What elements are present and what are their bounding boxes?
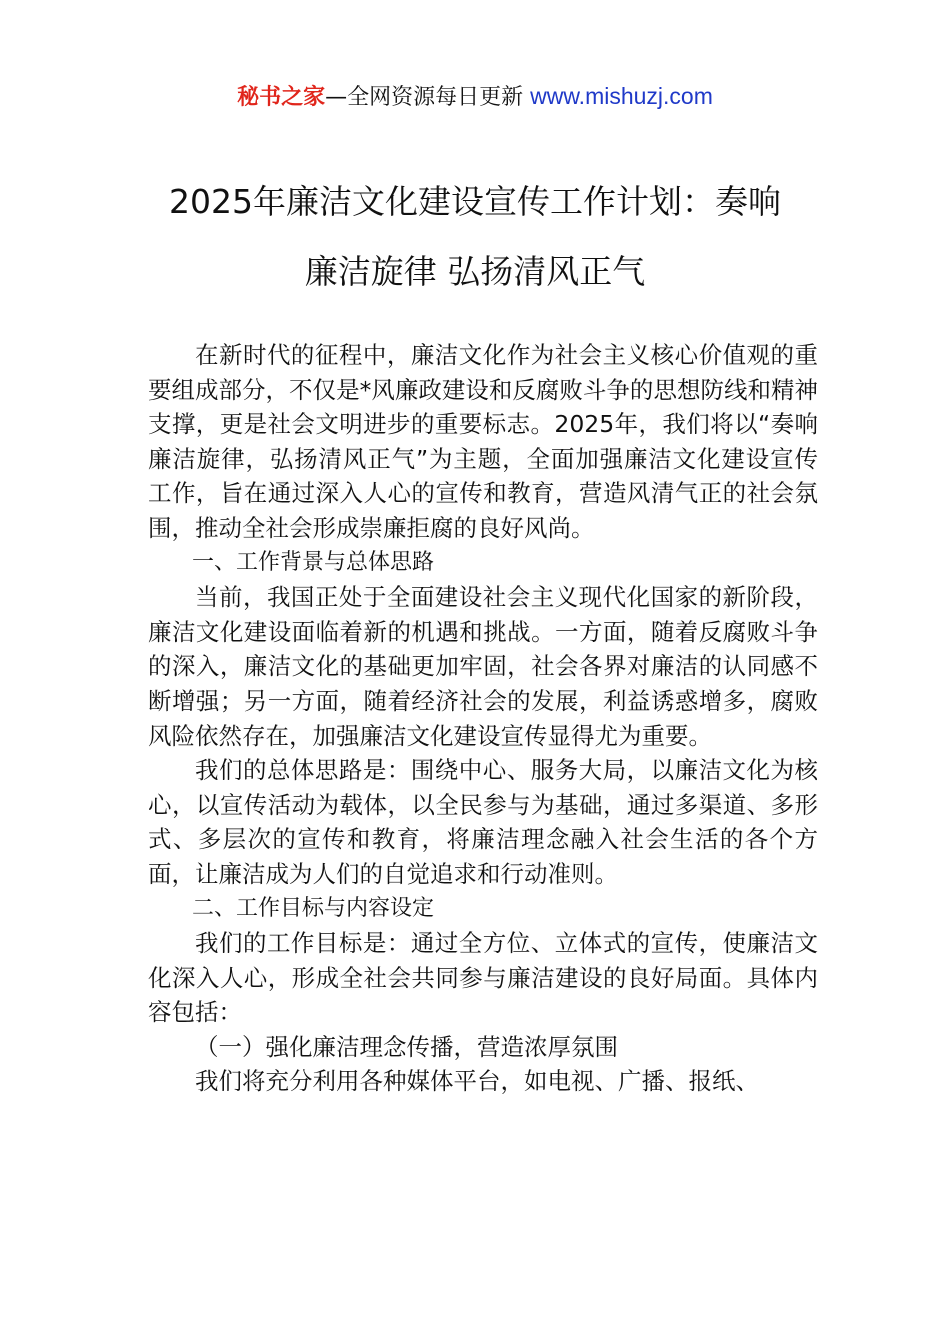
body-paragraph: 我们的工作目标是：通过全方位、立体式的宣传，使廉洁文化深入人心，形成全社会共同参与廉洁建设的良好局面。具体内容包括：	[148, 929, 818, 1027]
site-url-link[interactable]: www.mishuzj.com	[530, 83, 713, 109]
body-paragraph: 我们的总体思路是：围绕中心、服务大局，以廉洁文化为核心，以宣传活动为载体，以全民参与为基础，通过多渠道、多形式、多层次的宣传和教育，将廉洁理念融入社会生活的各个方面，让廉洁成为人们的自觉追求和行动准则。	[148, 756, 818, 888]
body-paragraph: 我们将充分利用各种媒体平台，如电视、广播、报纸、	[195, 1067, 759, 1096]
subsection-heading: （一）强化廉洁理念传播，营造浓厚氛围	[195, 1032, 618, 1061]
document-title-line-2: 廉洁旋律 弘扬清风正气	[304, 252, 646, 291]
body-paragraph: 当前，我国正处于全面建设社会主义现代化国家的新阶段，廉洁文化建设面临着新的机遇和挑战。一方面，随着反腐败斗争的深入，廉洁文化的基础更加牢固，社会各界对廉洁的认同感不断增强；另一方面，随着经济社会的发展，利益诱惑增多，腐败风险依然存在，加强廉洁文化建设宣传显得尤为重要。	[148, 583, 818, 750]
site-header	[0, 78, 950, 116]
section-heading-2: 二、工作目标与内容设定	[192, 895, 435, 921]
document-body	[148, 338, 818, 1099]
section-heading-1: 一、工作背景与总体思路	[192, 549, 435, 575]
intro-paragraph: 在新时代的征程中，廉洁文化作为社会主义核心价值观的重要组成部分，不仅是*风廉政建设和反腐败斗争的思想防线和精神支撑，更是社会文明进步的重要标志。2025年，我们将以“奏响廉洁旋律，弘扬清风正气”为主题，全面加强廉洁文化建设宣传工作，旨在通过深入人心的宣传和教育，营造风清气正的社会氛围，推动全社会形成崇廉拒腐的良好风尚。	[148, 341, 818, 542]
site-name: 秘书之家	[237, 85, 326, 110]
site-tagline: —全网资源每日更新	[325, 85, 531, 110]
document-title-line-1: 2025年廉洁文化建设宣传工作计划：奏响	[169, 182, 781, 221]
